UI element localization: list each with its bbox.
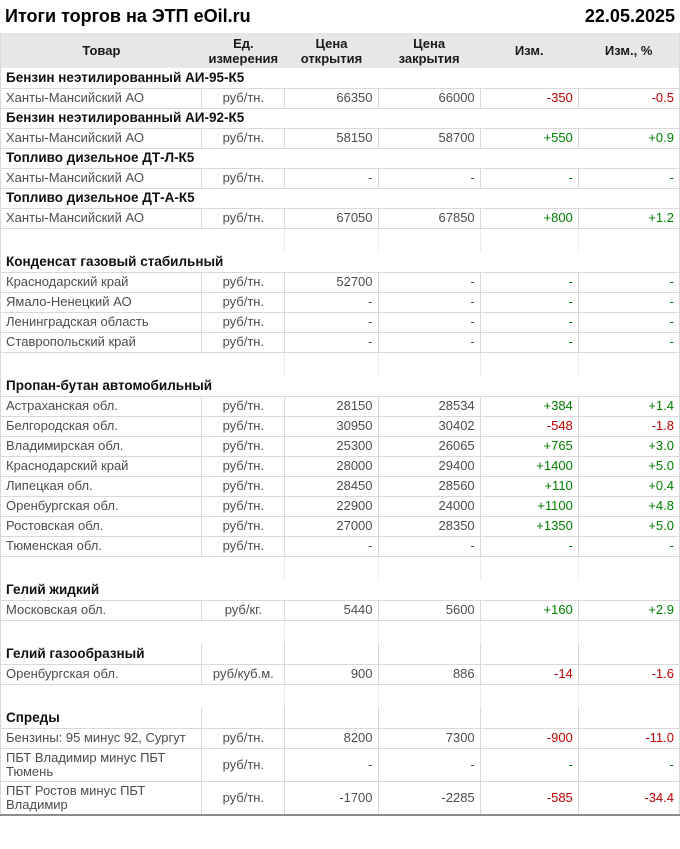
product-cell: Ленинградская область [1, 312, 202, 332]
product-cell: ПБТ Владимир минус ПБТ Тюмень [1, 748, 202, 781]
section-row [1, 148, 680, 168]
empty-cell [285, 556, 378, 580]
table-row [1, 292, 680, 312]
empty-cell [202, 684, 285, 708]
close-price-cell: 26065 [378, 436, 480, 456]
empty-cell [285, 228, 378, 252]
change-cell: +384 [480, 396, 578, 416]
empty-cell [378, 352, 480, 376]
change-pct-cell: - [578, 536, 679, 556]
open-price-cell: 58150 [285, 128, 378, 148]
empty-cell [578, 352, 679, 376]
table-row [1, 728, 680, 748]
change-pct-cell: +1.2 [578, 208, 679, 228]
change-pct-cell: +2.9 [578, 600, 679, 620]
table-row [1, 600, 680, 620]
table-row [1, 781, 680, 815]
table-header-row [1, 33, 680, 68]
change-cell: +160 [480, 600, 578, 620]
empty-cell [202, 352, 285, 376]
close-price-cell: - [378, 168, 480, 188]
empty-cell [480, 684, 578, 708]
empty-cell [285, 620, 378, 644]
open-price-cell: - [285, 168, 378, 188]
open-price-cell: 67050 [285, 208, 378, 228]
close-price-cell: 28560 [378, 476, 480, 496]
open-price-cell: 27000 [285, 516, 378, 536]
unit-cell: руб/тн. [202, 208, 285, 228]
empty-cell [480, 644, 578, 664]
product-cell: Тюменская обл. [1, 536, 202, 556]
change-pct-cell: -1.8 [578, 416, 679, 436]
section-row [1, 376, 680, 396]
empty-cell [378, 684, 480, 708]
product-cell: Астраханская обл. [1, 396, 202, 416]
unit-cell: руб/кг. [202, 600, 285, 620]
unit-cell: руб/тн. [202, 536, 285, 556]
open-price-cell: 28150 [285, 396, 378, 416]
table-row [1, 272, 680, 292]
spacer-row [1, 352, 680, 376]
change-cell: -14 [480, 664, 578, 684]
change-cell: - [480, 272, 578, 292]
empty-cell [202, 556, 285, 580]
section-row [1, 644, 680, 664]
change-cell: - [480, 536, 578, 556]
table-row [1, 168, 680, 188]
section-row [1, 708, 680, 728]
empty-cell [1, 352, 202, 376]
empty-cell [1, 556, 202, 580]
open-price-cell: - [285, 312, 378, 332]
unit-cell: руб/тн. [202, 476, 285, 496]
unit-cell: руб/куб.м. [202, 664, 285, 684]
empty-cell [378, 620, 480, 644]
unit-cell: руб/тн. [202, 88, 285, 108]
change-cell: - [480, 292, 578, 312]
product-cell: Ханты-Мансийский АО [1, 128, 202, 148]
change-cell: -900 [480, 728, 578, 748]
empty-cell [285, 708, 378, 728]
product-cell: Бензины: 95 минус 92, Сургут [1, 728, 202, 748]
change-cell: +765 [480, 436, 578, 456]
change-cell: - [480, 312, 578, 332]
unit-cell: руб/тн. [202, 128, 285, 148]
close-price-cell: - [378, 536, 480, 556]
table-row [1, 396, 680, 416]
empty-cell [378, 644, 480, 664]
change-pct-cell: -11.0 [578, 728, 679, 748]
product-cell: Ставропольский край [1, 332, 202, 352]
unit-cell: руб/тн. [202, 272, 285, 292]
open-price-cell: 28450 [285, 476, 378, 496]
open-price-cell: 25300 [285, 436, 378, 456]
change-pct-cell: - [578, 168, 679, 188]
product-cell: Оренбургская обл. [1, 496, 202, 516]
section-title: Пропан-бутан автомобильный [1, 376, 680, 396]
change-cell: -548 [480, 416, 578, 436]
empty-cell [202, 620, 285, 644]
unit-cell: руб/тн. [202, 168, 285, 188]
empty-cell [378, 708, 480, 728]
empty-cell [480, 228, 578, 252]
change-pct-cell: +0.9 [578, 128, 679, 148]
table-row [1, 456, 680, 476]
unit-cell: руб/тн. [202, 332, 285, 352]
unit-cell: руб/тн. [202, 416, 285, 436]
close-price-cell: - [378, 272, 480, 292]
empty-cell [202, 708, 285, 728]
change-cell: - [480, 748, 578, 781]
open-price-cell: 52700 [285, 272, 378, 292]
empty-cell [202, 644, 285, 664]
close-price-cell: - [378, 292, 480, 312]
empty-cell [578, 708, 679, 728]
product-cell: Краснодарский край [1, 272, 202, 292]
change-pct-cell: - [578, 312, 679, 332]
change-pct-cell: -0.5 [578, 88, 679, 108]
close-price-cell: 30402 [378, 416, 480, 436]
column-header: Товар [1, 33, 202, 68]
open-price-cell: 5440 [285, 600, 378, 620]
empty-cell [1, 684, 202, 708]
close-price-cell: 28350 [378, 516, 480, 536]
table-row [1, 128, 680, 148]
open-price-cell: - [285, 292, 378, 312]
spacer-row [1, 556, 680, 580]
empty-cell [480, 556, 578, 580]
section-title: Конденсат газовый стабильный [1, 252, 680, 272]
empty-cell [480, 620, 578, 644]
section-title: Гелий жидкий [1, 580, 680, 600]
column-header: Изм. [480, 33, 578, 68]
empty-cell [480, 708, 578, 728]
close-price-cell: 5600 [378, 600, 480, 620]
table-header [1, 33, 680, 68]
change-pct-cell: +4.8 [578, 496, 679, 516]
section-title: Бензин неэтилированный АИ-92-К5 [1, 108, 680, 128]
change-cell: - [480, 332, 578, 352]
section-row [1, 68, 680, 88]
change-cell: +1400 [480, 456, 578, 476]
unit-cell: руб/тн. [202, 516, 285, 536]
open-price-cell: 900 [285, 664, 378, 684]
change-pct-cell: +1.4 [578, 396, 679, 416]
open-price-cell: -1700 [285, 781, 378, 815]
section-row [1, 252, 680, 272]
column-header: Ед. измерения [202, 33, 285, 68]
section-title: Гелий газообразный [1, 644, 202, 664]
unit-cell: руб/тн. [202, 312, 285, 332]
empty-cell [378, 228, 480, 252]
product-cell: Ханты-Мансийский АО [1, 208, 202, 228]
column-header: Цена открытия [285, 33, 378, 68]
section-title: Бензин неэтилированный АИ-95-К5 [1, 68, 680, 88]
change-pct-cell: - [578, 332, 679, 352]
table-row [1, 516, 680, 536]
section-title: Топливо дизельное ДТ-Л-К5 [1, 148, 680, 168]
section-title: Спреды [1, 708, 202, 728]
close-price-cell: 67850 [378, 208, 480, 228]
empty-cell [285, 684, 378, 708]
empty-cell [1, 228, 202, 252]
open-price-cell: - [285, 536, 378, 556]
section-title: Топливо дизельное ДТ-А-К5 [1, 188, 680, 208]
close-price-cell: 29400 [378, 456, 480, 476]
change-cell: +1350 [480, 516, 578, 536]
empty-cell [578, 684, 679, 708]
table-row [1, 88, 680, 108]
table-row [1, 476, 680, 496]
empty-cell [1, 620, 202, 644]
unit-cell: руб/тн. [202, 396, 285, 416]
report-titlebar [0, 0, 680, 33]
change-pct-cell: +5.0 [578, 456, 679, 476]
close-price-cell: -2285 [378, 781, 480, 815]
page-title: Итоги торгов на ЭТП eOil.ru [5, 6, 251, 26]
table-row [1, 536, 680, 556]
unit-cell: руб/тн. [202, 292, 285, 312]
empty-cell [578, 556, 679, 580]
product-cell: ПБТ Ростов минус ПБТ Владимир [1, 781, 202, 815]
section-row [1, 188, 680, 208]
column-header: Цена закрытия [378, 33, 480, 68]
change-pct-cell: +3.0 [578, 436, 679, 456]
product-cell: Ямало-Ненецкий АО [1, 292, 202, 312]
change-pct-cell: - [578, 748, 679, 781]
spacer-row [1, 620, 680, 644]
change-cell: +1100 [480, 496, 578, 516]
product-cell: Московская обл. [1, 600, 202, 620]
unit-cell: руб/тн. [202, 781, 285, 815]
section-row [1, 580, 680, 600]
product-cell: Ханты-Мансийский АО [1, 88, 202, 108]
table-row [1, 496, 680, 516]
open-price-cell: 8200 [285, 728, 378, 748]
table-row [1, 312, 680, 332]
section-row [1, 108, 680, 128]
table-row [1, 748, 680, 781]
unit-cell: руб/тн. [202, 436, 285, 456]
close-price-cell: 28534 [378, 396, 480, 416]
change-pct-cell: - [578, 292, 679, 312]
empty-cell [578, 620, 679, 644]
open-price-cell: 28000 [285, 456, 378, 476]
change-cell: +550 [480, 128, 578, 148]
unit-cell: руб/тн. [202, 496, 285, 516]
open-price-cell: 30950 [285, 416, 378, 436]
open-price-cell: 66350 [285, 88, 378, 108]
close-price-cell: 7300 [378, 728, 480, 748]
product-cell: Белгородская обл. [1, 416, 202, 436]
empty-cell [285, 352, 378, 376]
spacer-row [1, 228, 680, 252]
open-price-cell: 22900 [285, 496, 378, 516]
product-cell: Ростовская обл. [1, 516, 202, 536]
close-price-cell: - [378, 332, 480, 352]
unit-cell: руб/тн. [202, 456, 285, 476]
product-cell: Владимирская обл. [1, 436, 202, 456]
close-price-cell: 24000 [378, 496, 480, 516]
change-cell: - [480, 168, 578, 188]
close-price-cell: - [378, 312, 480, 332]
change-pct-cell: - [578, 272, 679, 292]
empty-cell [578, 228, 679, 252]
change-cell: -350 [480, 88, 578, 108]
close-price-cell: 66000 [378, 88, 480, 108]
table-row [1, 664, 680, 684]
change-cell: +800 [480, 208, 578, 228]
table-row [1, 208, 680, 228]
empty-cell [285, 644, 378, 664]
change-pct-cell: +0.4 [578, 476, 679, 496]
trading-results-table [0, 33, 680, 816]
change-pct-cell: +5.0 [578, 516, 679, 536]
change-cell: +110 [480, 476, 578, 496]
change-pct-cell: -1.6 [578, 664, 679, 684]
open-price-cell: - [285, 332, 378, 352]
product-cell: Ханты-Мансийский АО [1, 168, 202, 188]
close-price-cell: 58700 [378, 128, 480, 148]
column-header: Изм., % [578, 33, 679, 68]
product-cell: Липецкая обл. [1, 476, 202, 496]
table-row [1, 416, 680, 436]
empty-cell [578, 644, 679, 664]
open-price-cell: - [285, 748, 378, 781]
empty-cell [378, 556, 480, 580]
change-cell: -585 [480, 781, 578, 815]
unit-cell: руб/тн. [202, 728, 285, 748]
close-price-cell: - [378, 748, 480, 781]
empty-cell [480, 352, 578, 376]
table-row [1, 332, 680, 352]
product-cell: Оренбургская обл. [1, 664, 202, 684]
spacer-row [1, 684, 680, 708]
table-body [1, 68, 680, 815]
unit-cell: руб/тн. [202, 748, 285, 781]
change-pct-cell: -34.4 [578, 781, 679, 815]
empty-cell [202, 228, 285, 252]
product-cell: Краснодарский край [1, 456, 202, 476]
table-row [1, 436, 680, 456]
report-date: 22.05.2025 [584, 6, 675, 26]
close-price-cell: 886 [378, 664, 480, 684]
